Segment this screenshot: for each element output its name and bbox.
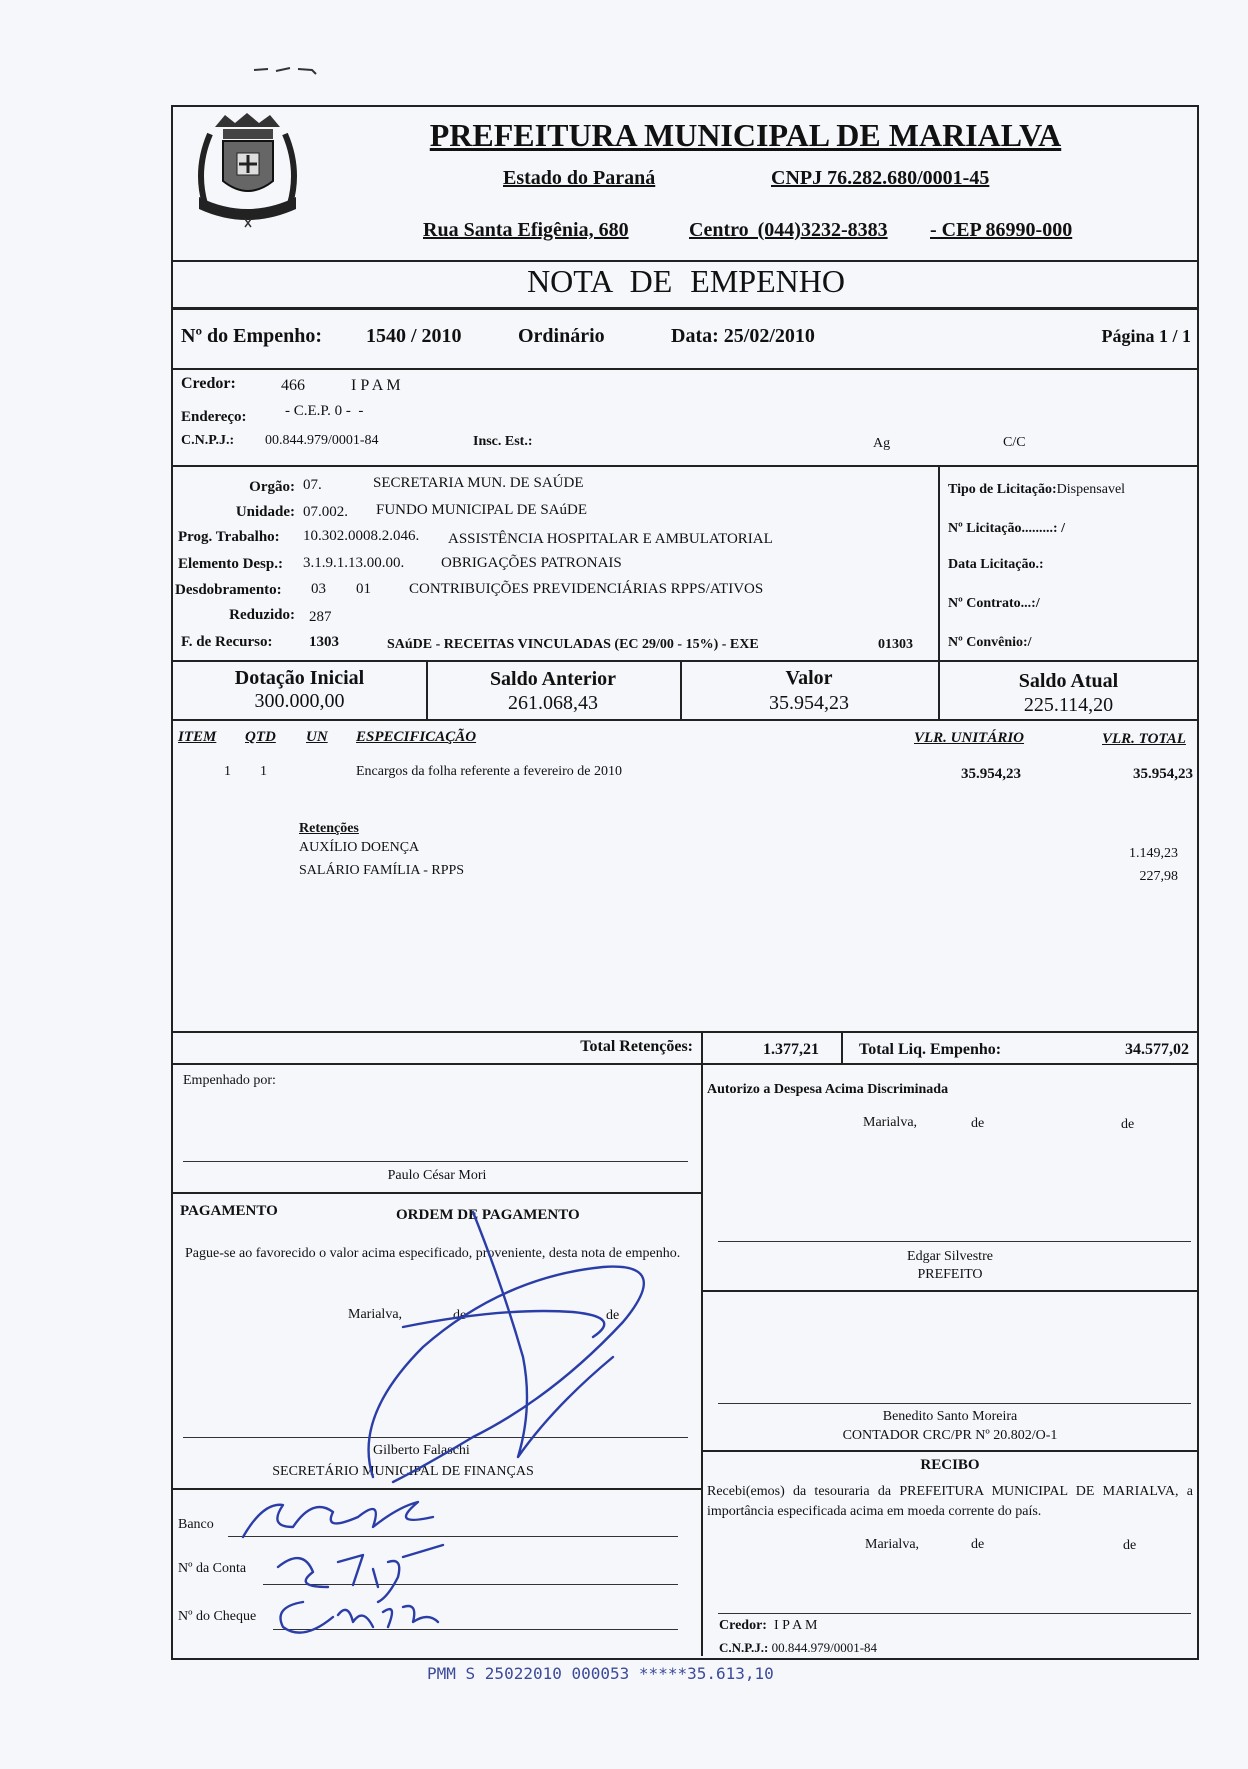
saldo-anterior-value: 261.068,43 (508, 692, 598, 714)
address: Rua Santa Efigênia, 680 (423, 219, 629, 241)
ordem-marialva: Marialva, (348, 1307, 403, 1322)
retencao-salario-familia-value: 227,98 (1139, 869, 1178, 884)
desdobramento-label: Desdobramento: (175, 582, 282, 598)
valor-label: Valor (785, 667, 833, 689)
endereco-value: - C.E.P. 0 - - (285, 403, 364, 419)
state-name: Estado do Paraná (503, 167, 656, 189)
contador-role: CONTADOR CRC/PR Nº 20.802/O-1 (842, 1428, 1058, 1443)
desdobramento-desc: CONTRIBUIÇÕES PREVIDENCIÁRIAS RPPS/ATIVOS (409, 581, 764, 597)
fonte-recurso-desc: SAúDE - RECEITAS VINCULADAS (EC 29/00 - 15%) - EXE (387, 637, 759, 652)
secretario-role: SECRETÁRIO MUNICIPAL DE FINANÇAS (272, 1464, 534, 1479)
autorizo-marialva: Marialva, (863, 1115, 918, 1130)
cnpj-header: CNPJ 76.282.680/0001-45 (771, 167, 990, 189)
prefeito-role: PREFEITO (917, 1267, 983, 1282)
orgao-desc: SECRETARIA MUN. DE SAÚDE (373, 475, 584, 491)
dotacao-inicial-label: Dotação Inicial (234, 667, 365, 689)
total-retencoes-label: Total Retenções: (580, 1038, 693, 1055)
ordem-pagamento-label: ORDEM DE PAGAMENTO (396, 1207, 580, 1223)
col-especificacao: ESPECIFICAÇÃO (356, 729, 477, 745)
cc-label: C/C (1003, 435, 1026, 450)
prefeito-name: Edgar Silvestre (907, 1249, 993, 1264)
recibo-title: RECIBO (920, 1457, 980, 1473)
saldo-atual-value: 225.114,20 (1023, 694, 1114, 716)
empenhado-por-label: Empenhado por: (183, 1073, 276, 1088)
endereco-label: Endereço: (181, 409, 247, 425)
col-item: ITEM (178, 729, 217, 745)
recibo-cnpj-label: C.N.P.J.: (719, 1640, 769, 1655)
fonte-recurso-label: F. de Recurso: (181, 634, 273, 650)
dotacao-inicial-value: 300.000,00 (254, 690, 345, 712)
empenho-number: 1540 / 2010 (366, 325, 462, 347)
recibo-credor-label: Credor: (719, 1618, 767, 1633)
valor-value: 35.954,23 (769, 692, 849, 714)
pague-se-text: Pague-se ao favorecido o valor acima especificado, proveniente, desta nota de empenho. (185, 1246, 681, 1261)
col-qtd: QTD (245, 729, 276, 745)
cnpj-value: 00.844.979/0001-84 (265, 433, 379, 448)
retencao-salario-familia: SALÁRIO FAMÍLIA - RPPS (299, 863, 465, 878)
banco-label: Banco (178, 1517, 214, 1532)
data-licitacao: Data Licitação.: (948, 557, 1044, 572)
orgao-label: Orgão: (249, 479, 295, 495)
item-qtd: 1 (260, 764, 267, 779)
recibo-cnpj-value: 00.844.979/0001-84 (771, 1640, 878, 1655)
item-total-value: 35.954,23 (1133, 766, 1193, 782)
num-licitacao: Nº Licitação.........: / (948, 521, 1065, 536)
total-retencoes-value: 1.377,21 (763, 1041, 819, 1058)
tipo-licitacao-value: Dispensavel (1056, 482, 1126, 497)
fonte-recurso-code2: 01303 (878, 637, 913, 652)
cheque-label: Nº do Cheque (178, 1609, 257, 1624)
ordem-de-1: de (453, 1308, 467, 1323)
empenhado-por-name: Paulo César Mori (387, 1168, 487, 1183)
item-spec: Encargos da folha referente a fevereiro de 2010 (356, 764, 622, 779)
print-stamp: PMM S 25022010 000053 *****35.613,10 (427, 1664, 774, 1683)
credor-code: 466 (281, 377, 305, 394)
total-liq-label: Total Liq. Empenho: (859, 1041, 1002, 1058)
prog-trabalho-label: Prog. Trabalho: (178, 529, 280, 545)
secretario-name: Gilberto Falaschi (373, 1443, 470, 1458)
saldo-atual-label: Saldo Atual (1018, 670, 1119, 692)
nota-de-empenho-form (171, 105, 1199, 1660)
total-liq-value: 34.577,02 (1125, 1041, 1189, 1058)
unidade-code: 07.002. (303, 504, 348, 520)
col-vlr-unitario: VLR. UNITÁRIO (914, 730, 1025, 746)
reduzido-code: 287 (309, 609, 332, 625)
document-title: NOTA DE EMPENHO (527, 263, 845, 299)
pagamento-label: PAGAMENTO (180, 1203, 278, 1219)
conta-label: Nº da Conta (178, 1561, 247, 1576)
recibo-marialva: Marialva, (865, 1537, 920, 1552)
insc-est-label: Insc. Est.: (473, 434, 533, 449)
saldo-anterior-label: Saldo Anterior (489, 668, 617, 690)
municipality-title: PREFEITURA MUNICIPAL DE MARIALVA (429, 117, 1062, 153)
empenho-date: Data: 25/02/2010 (671, 325, 815, 347)
elemento-desp-desc: OBRIGAÇÕES PATRONAIS (441, 555, 622, 571)
credor-label: Credor: (181, 375, 236, 392)
fonte-recurso-code: 1303 (309, 634, 339, 650)
reduzido-label: Reduzido: (229, 607, 295, 623)
autorizo-de-2: de (1121, 1117, 1135, 1132)
ordem-de-2: de (606, 1308, 620, 1323)
prog-trabalho-desc: ASSISTÊNCIA HOSPITALAR E AMBULATORIAL (448, 531, 773, 547)
elemento-desp-code: 3.1.9.1.13.00.00. (303, 555, 405, 571)
retencao-auxilio-doenca-value: 1.149,23 (1129, 846, 1178, 861)
cep: - CEP 86990-000 (930, 219, 1073, 241)
recibo-text: Recebi(emos) da tesouraria da PREFEITURA MUNICIPAL DE MARIALVA, a importância especificada acima em moeda corrente do país. (707, 1484, 1193, 1519)
num-contrato: Nº Contrato...:/ (948, 596, 1040, 611)
desdobramento-code2: 01 (356, 581, 371, 597)
handwritten-signatures (173, 107, 1199, 1660)
recibo-credor-name: I P A M (773, 1618, 818, 1633)
cnpj-label: C.N.P.J.: (181, 433, 235, 448)
credor-name: I P A M (351, 377, 401, 394)
contador-name: Benedito Santo Moreira (882, 1409, 1018, 1424)
col-vlr-total: VLR. TOTAL (1102, 731, 1186, 747)
num-convenio: Nº Convênio:/ (948, 635, 1032, 650)
district-phone: Centro (044)3232-8383 (689, 219, 888, 241)
ag-label: Ag (873, 436, 891, 451)
retencoes-title: Retenções (299, 821, 359, 836)
unidade-desc: FUNDO MUNICIPAL DE SAúDE (376, 502, 587, 518)
autorizo-text: Autorizo a Despesa Acima Discriminada (707, 1082, 949, 1097)
item-unit-value: 35.954,23 (961, 766, 1021, 782)
page-number: Página 1 / 1 (1101, 326, 1191, 346)
desdobramento-code: 03 (311, 581, 326, 597)
tipo-licitacao-label: Tipo de Licitação: (948, 482, 1057, 497)
autorizo-de-1: de (971, 1116, 985, 1131)
recibo-de-2: de (1123, 1538, 1137, 1553)
col-un: UN (306, 729, 328, 745)
scan-mark (250, 62, 330, 76)
item-number: 1 (224, 764, 231, 779)
recibo-de-1: de (971, 1537, 985, 1552)
orgao-code: 07. (303, 477, 322, 493)
empenho-type: Ordinário (518, 325, 605, 347)
prog-trabalho-code: 10.302.0008.2.046. (303, 528, 420, 544)
empenho-label: Nº do Empenho: (181, 325, 323, 347)
elemento-desp-label: Elemento Desp.: (178, 556, 283, 572)
unidade-label: Unidade: (235, 504, 295, 520)
retencao-auxilio-doenca: AUXÍLIO DOENÇA (299, 840, 420, 855)
